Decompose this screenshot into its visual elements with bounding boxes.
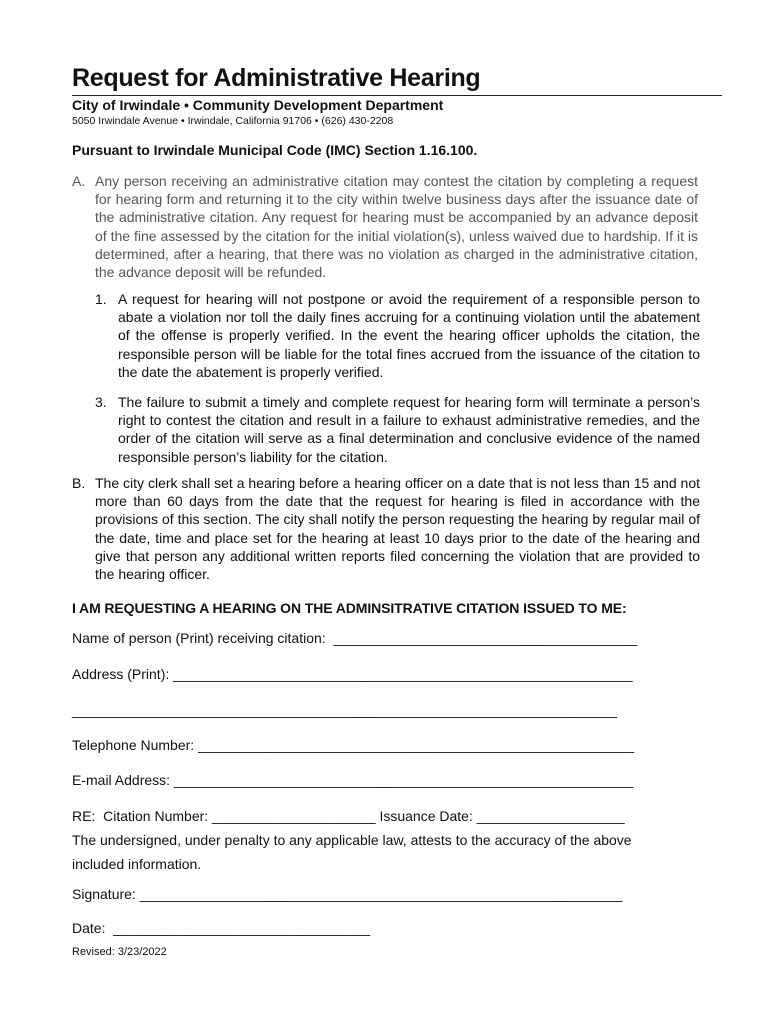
- section-a-text: Any person receiving an administrative citation may contest the citation by completing a request for hearing form and returning it to the city within twelve business days after the issuance date of the administrative citation. Any request for hearing must be accompanied by an advance deposit of the fine assessed by the citation for the initial violation(s), unless waived due to hardship. If it is determined, after a hearing, that there was no violation as charged in the administrative citation, the advance deposit will be refunded.: [95, 173, 698, 281]
- section-a-marker: A.: [72, 173, 86, 189]
- address-line: 5050 Irwindale Avenue • Irwindale, California 91706 • (626) 430-2208: [72, 115, 394, 127]
- request-heading: I AM REQUESTING A HEARING ON THE ADMINSITRATIVE CITATION ISSUED TO ME:: [72, 600, 627, 616]
- item-1-text: A request for hearing will not postpone or avoid the requirement of a responsible person to abate a violation nor toll the daily fines accruing for a continuing violation until the abatement of the offense is properly verified. In the event the hearing officer upholds the citation, the responsible person will be liable for the total fines accrued from the issuance of the citation to the date the abatement is properly verified.: [118, 291, 700, 380]
- email-field[interactable]: E-mail Address: ___________________________________________________________: [72, 772, 634, 788]
- page-title: Request for Administrative Hearing: [72, 62, 722, 96]
- item-1-marker: 1.: [95, 291, 107, 307]
- name-field[interactable]: Name of person (Print) receiving citation: _______________________________________: [72, 630, 638, 646]
- attestation-line-2: included information.: [72, 856, 202, 872]
- telephone-field[interactable]: Telephone Number: ________________________________________________________: [72, 737, 635, 753]
- attestation-line-1: The undersigned, under penalty to any applicable law, attests to the accuracy of the above: [72, 832, 632, 848]
- pursuant-heading: Pursuant to Irwindale Municipal Code (IMC) Section 1.16.100.: [72, 142, 478, 158]
- item-3-text: The failure to submit a timely and complete request for hearing form will terminate a person’s right to contest the citation and result in a failure to exhaust administrative remedies, and the order of the citation will serve as a final determination and conclusive evidence of the named responsible person’s liability for the citation.: [118, 394, 700, 465]
- address-field[interactable]: Address (Print): ___________________________________________________________: [72, 666, 633, 682]
- citation-issuance-field[interactable]: RE: Citation Number: _____________________ Issuance Date: ___________________: [72, 808, 625, 824]
- department-line: City of Irwindale • Community Development Department: [72, 97, 444, 113]
- item-3-marker: 3.: [95, 394, 107, 410]
- section-b-text: The city clerk shall set a hearing before a hearing officer on a date that is not less than 15 and not more than 60 days from the date that the request for hearing is filed in accordance with the provisions of this section. The city shall notify the person requesting the hearing by regular mail of the date, time and place set for the hearing at least 10 days prior to the date of the hearing and give that person any additional written reports filed concerning the violation that are provided to the hearing officer.: [95, 475, 700, 583]
- revised-date: Revised: 3/23/2022: [72, 946, 167, 958]
- signature-field[interactable]: Signature: ______________________________________________________________: [72, 886, 623, 902]
- date-field[interactable]: Date: _________________________________: [72, 920, 371, 936]
- section-b-marker: B.: [72, 475, 86, 491]
- address-field-line-2[interactable]: ______________________________________________________________________: [72, 702, 618, 718]
